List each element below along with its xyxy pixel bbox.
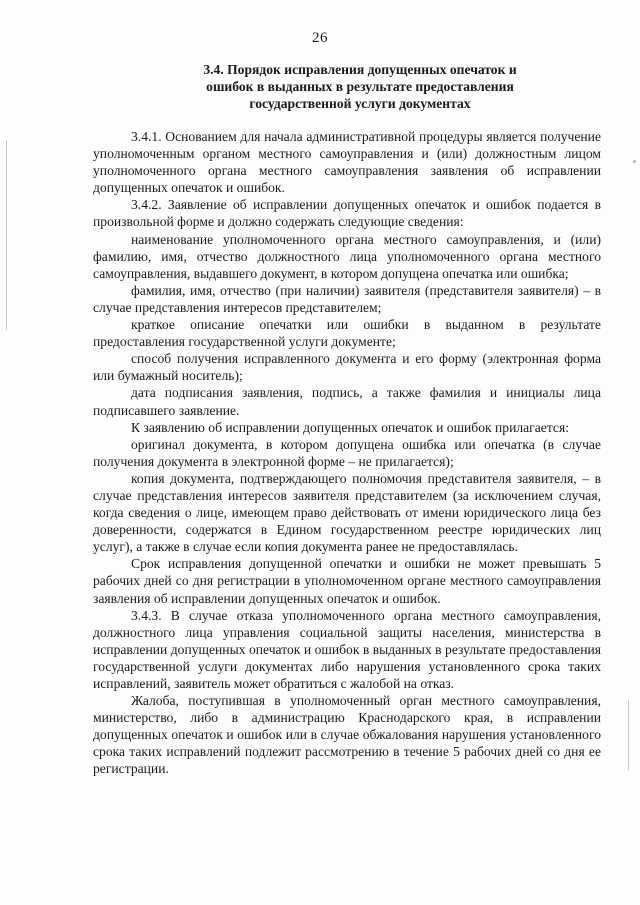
list-item-power-of-attorney: копия документа, подтверждающего полномочия представителя заявителя, – в случае представления интересов заявителя представителем (за исключением случая, когда сведения о лице, имеющем право действовать от имени юридического лица без доверенности, содержатся в Едином государственном реестре юридических лиц услуг), а также в случае если копия документа ранее не предоставлялась. (93, 470, 601, 555)
section-heading (150, 61, 570, 112)
heading-line-3: государственной услуги документах (249, 96, 471, 111)
paragraph-3-4-3: 3.4.3. В случае отказа уполномоченного органа местного самоуправления, должностного лица управления социальной защиты населения, министерства в исправлении допущенных опечаток и ошибок в выданных в результате предоставления государственной услуги документах либо нарушения установленного срока таких исправлений, заявитель может обратиться с жалобой на отказ. (93, 607, 601, 691)
list-item-signature-date: дата подписания заявления, подпись, а также фамилия и инициалы лица подписавшего заявление. (93, 385, 601, 418)
scan-dot (633, 160, 636, 163)
list-item-original-document: оригинал документа, в котором допущена ошибка или опечатка (в случае получения документа в электронной форме – не прилагается); (93, 436, 601, 469)
page-number: 26 (312, 30, 328, 46)
scan-margin-mark-left (6, 140, 7, 330)
heading-line-1: 3.4. Порядок исправления допущенных опечаток и (203, 62, 517, 77)
paragraph-correction-deadline: Срок исправления допущенной опечатки и ошибки не может превышать 5 рабочих дней со дня регистрации в уполномоченном органе местного самоуправления заявления об исправлении допущенных опечаток и ошибок. (93, 556, 601, 606)
scan-margin-mark-right (628, 700, 629, 770)
document-body (93, 128, 601, 778)
paragraph-3-4-1: 3.4.1. Основанием для начала административной процедуры является получение уполномоченным органом местного самоуправления и (или) должностным лицом уполномоченного органа местного самоуправления заявления об исправлении допущенных опечаток и ошибок. (93, 129, 601, 196)
list-item-applicant-name: фамилия, имя, отчество (при наличии) заявителя (представителя заявителя) – в случае представления интересов представителем; (93, 282, 601, 315)
list-item-authority-name: наименование уполномоченного органа местного самоуправления, и (или) фамилию, имя, отчество должностного лица уполномоченного органа местного самоуправления, выдавшего документ, в котором допущена опечатка или ошибка; (93, 231, 601, 281)
paragraph-attachments: К заявлению об исправлении допущенных опечаток и ошибок прилагается: (131, 419, 569, 435)
paragraph-complaint: Жалоба, поступившая в уполномоченный орган местного самоуправления, министерство, либо в администрацию Краснодарского края, в исправлении допущенных опечаток и ошибок или в случае обжалования нарушения установленного срока таких исправлений подлежит рассмотрению в течение 5 рабочих дней со дня ее регистрации. (93, 693, 601, 777)
list-item-error-description: краткое описание опечатки или ошибки в выданном в результате предоставления государственной услуги документе; (93, 317, 601, 350)
list-item-delivery-method: способ получения исправленного документа и его форму (электронная форма или бумажный носитель); (93, 351, 601, 384)
heading-line-2: ошибок в выданных в результате предоставления (206, 79, 514, 94)
paragraph-3-4-2: 3.4.2. Заявление об исправлении допущенных опечаток и ошибок подается в произвольной форме и должно содержать следующие сведения: (93, 197, 601, 230)
